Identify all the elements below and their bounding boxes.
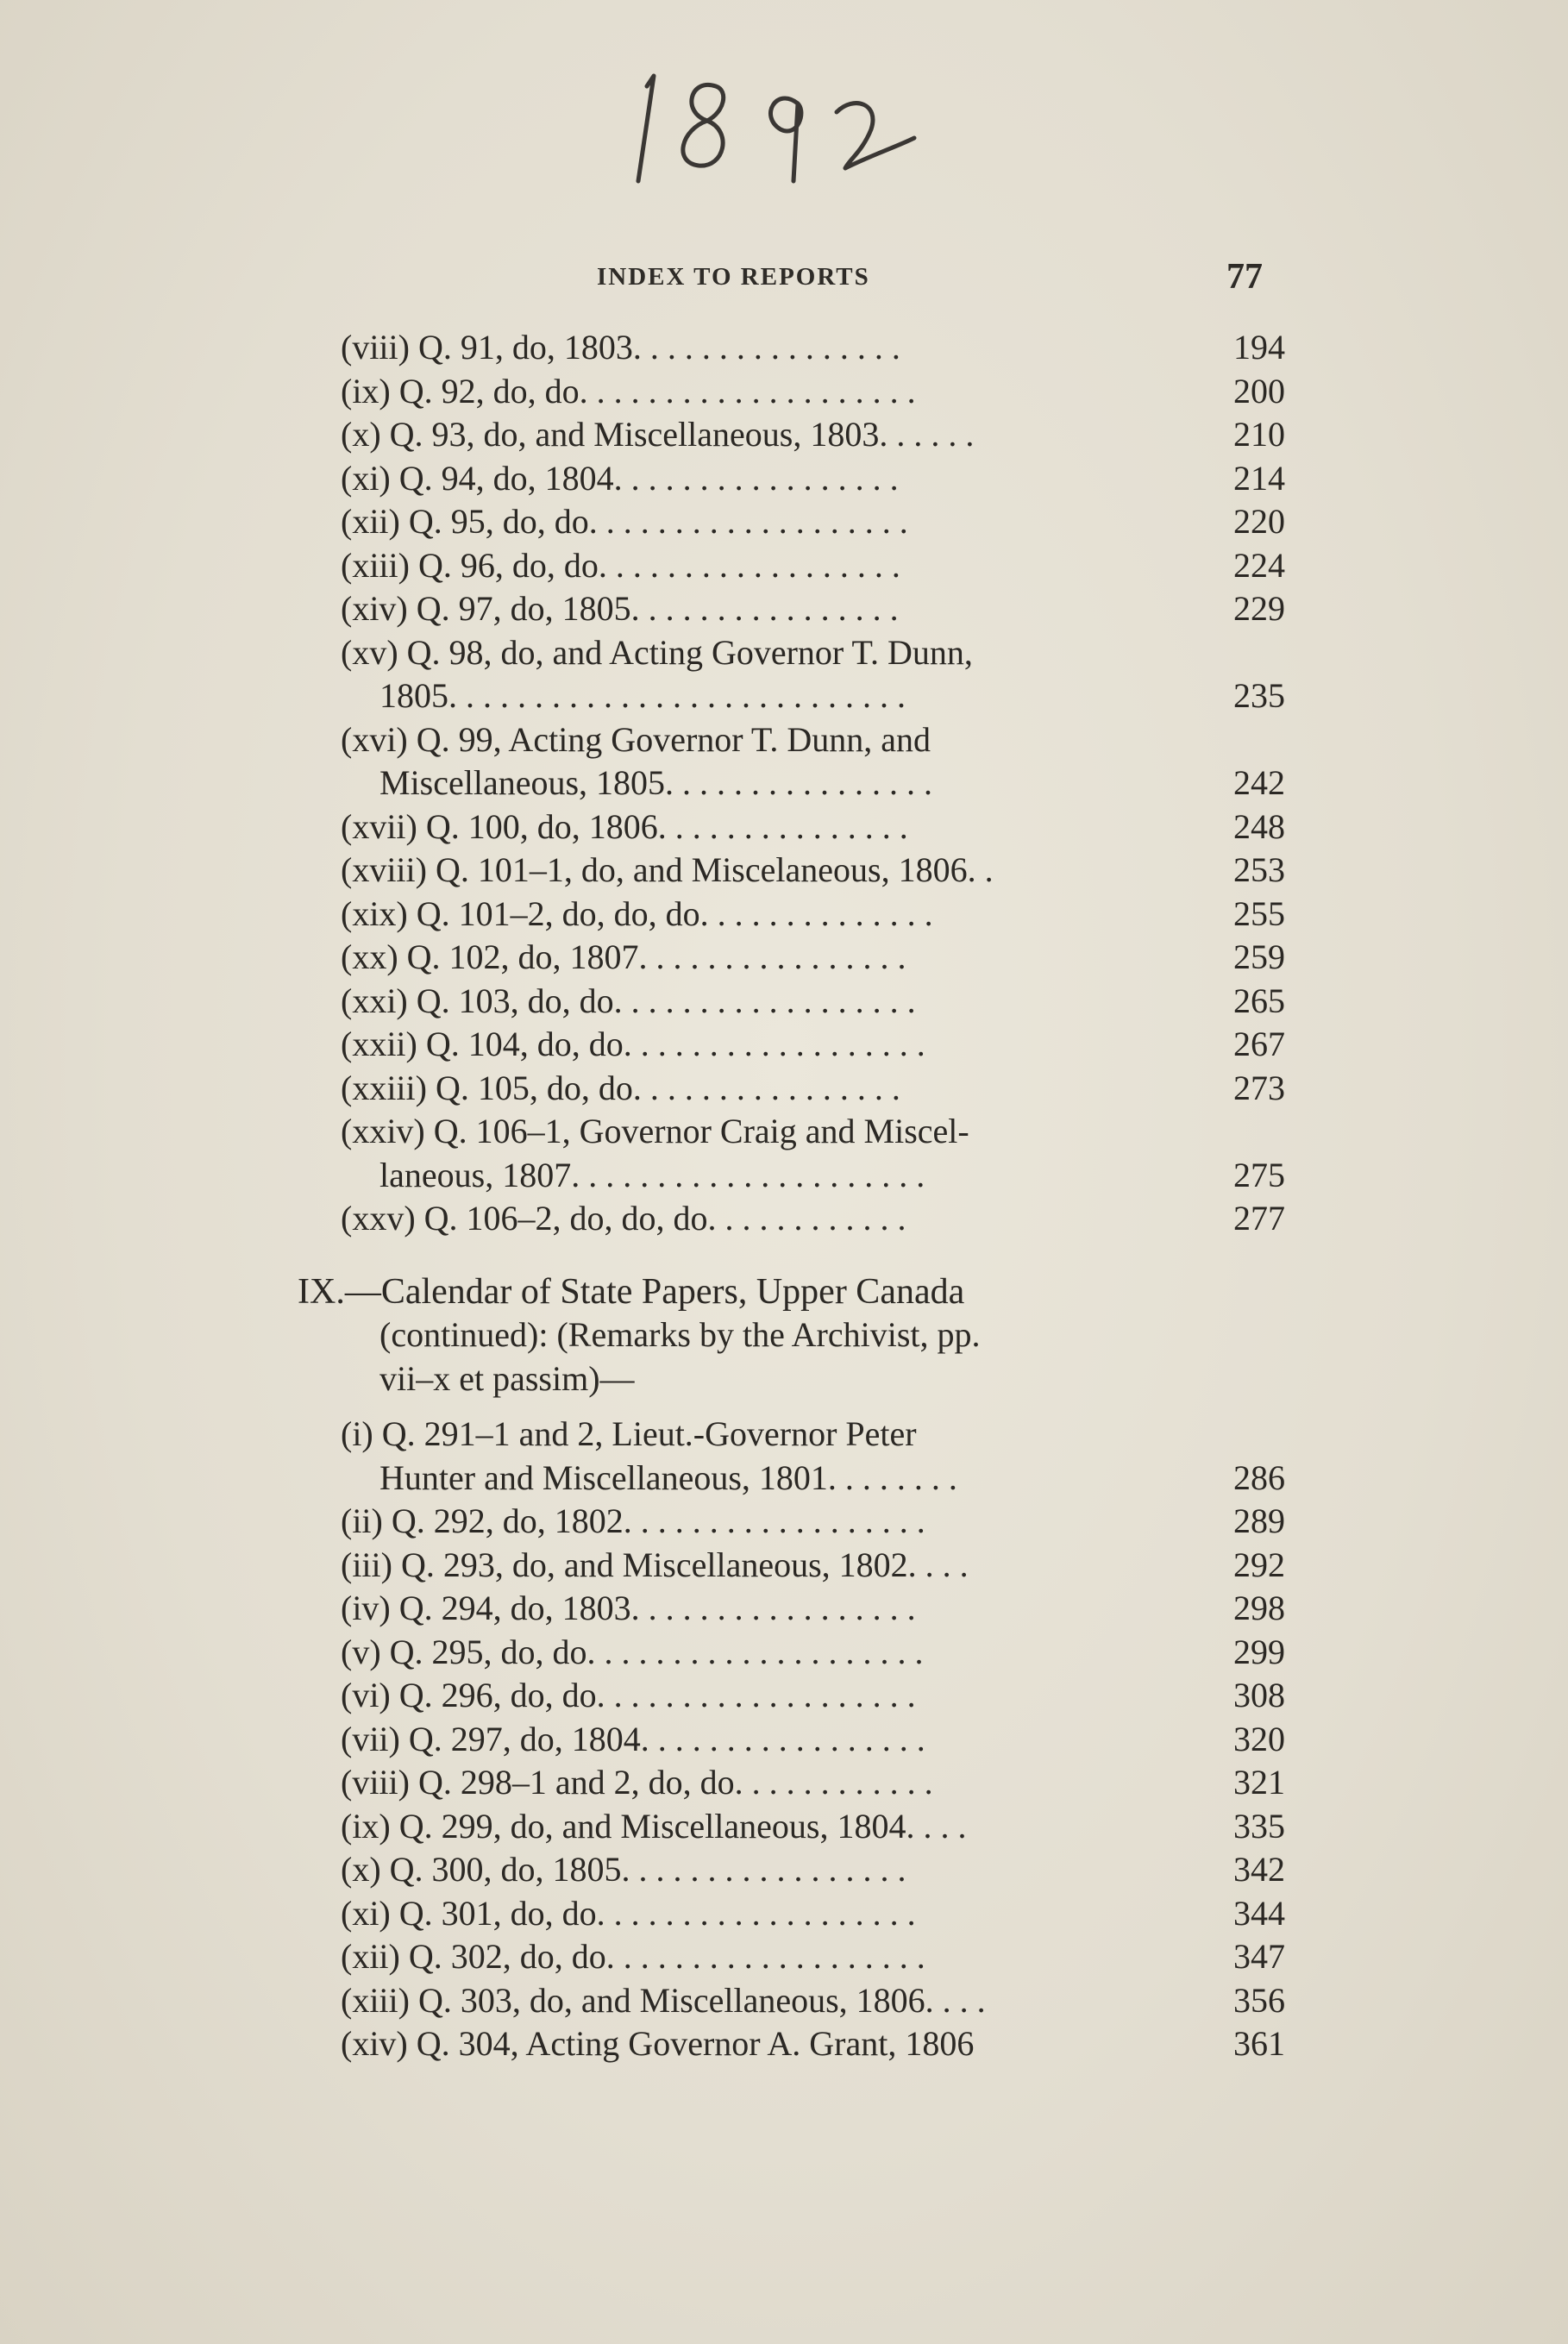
- entry-page: 361: [1233, 2024, 1285, 2063]
- index-entry: [0, 1500, 1568, 1544]
- entry-page: 286: [1233, 1457, 1285, 1497]
- index-entry: [0, 587, 1568, 631]
- entry-page: 267: [1233, 1025, 1285, 1063]
- index-entry: [0, 1761, 1568, 1805]
- index-entry: [0, 936, 1568, 980]
- entry-text: (xx) Q. 102, do, 1807. . . . . . . . . . . . . . . .: [341, 937, 906, 976]
- entry-page: 320: [1233, 1719, 1285, 1758]
- entry-text: (xii) Q. 302, do, do. . . . . . . . . . . . . . . . . . .: [341, 1937, 925, 1976]
- entry-text: (xxi) Q. 103, do, do. . . . . . . . . . . . . . . . . .: [341, 981, 916, 1020]
- index-entry: [0, 1067, 1568, 1111]
- index-entry: [0, 1197, 1568, 1241]
- entry-page: 344: [1233, 1893, 1285, 1933]
- entry-page: 275: [1233, 1155, 1285, 1194]
- entry-page: 235: [1233, 676, 1285, 715]
- entry-text: (xv) Q. 98, do, and Acting Governor T. Dunn,: [341, 632, 973, 672]
- running-head: [0, 257, 1568, 298]
- entry-page: 347: [1233, 1937, 1285, 1976]
- entry-page: 259: [1233, 937, 1285, 976]
- entry-text: Hunter and Miscellaneous, 1801. . . . . . . .: [379, 1457, 957, 1497]
- entry-text: (xii) Q. 95, do, do. . . . . . . . . . . . . . . . . . .: [341, 502, 908, 541]
- index-entry-line: [0, 1413, 1568, 1457]
- section-heading: [0, 1270, 1568, 1314]
- entry-text: (iv) Q. 294, do, 1803. . . . . . . . . . . . . . . . .: [341, 1589, 916, 1627]
- index-entry: [0, 1979, 1568, 2023]
- entry-text: (i) Q. 291–1 and 2, Lieut.-Governor Peter: [341, 1414, 917, 1453]
- entry-page: 194: [1233, 328, 1285, 367]
- index-entry: [0, 1674, 1568, 1718]
- index-entry: [0, 500, 1568, 544]
- index-entry: [0, 849, 1568, 893]
- index-entry-continuation: [0, 761, 1568, 805]
- entry-page: 224: [1233, 545, 1285, 585]
- index-entry: [0, 413, 1568, 457]
- index-entry: [0, 2022, 1568, 2066]
- entry-page: 248: [1233, 806, 1285, 846]
- entry-text: (x) Q. 93, do, and Miscellaneous, 1803. . . . . .: [341, 415, 975, 454]
- entry-text: (viii) Q. 91, do, 1803. . . . . . . . . . . . . . . .: [341, 328, 900, 367]
- entry-text: (iii) Q. 293, do, and Miscellaneous, 1802. . . .: [341, 1545, 969, 1584]
- entry-text: (vi) Q. 296, do, do. . . . . . . . . . . . . . . . . . .: [341, 1676, 916, 1714]
- index-entries: [0, 326, 1568, 2066]
- index-entry: [0, 370, 1568, 414]
- section-gap: [0, 1401, 1568, 1413]
- entry-text: 1805. . . . . . . . . . . . . . . . . . . . . . . . . . .: [379, 676, 906, 715]
- entry-page: 299: [1233, 1632, 1285, 1671]
- entry-text: (xiv) Q. 97, do, 1805. . . . . . . . . . . . . . . .: [341, 589, 899, 628]
- section-heading-continuation: [0, 1313, 1568, 1357]
- page-number: 77: [1226, 257, 1263, 297]
- entry-text: (xi) Q. 301, do, do. . . . . . . . . . . . . . . . . . .: [341, 1893, 916, 1933]
- entry-page: 342: [1233, 1850, 1285, 1889]
- entry-text: (viii) Q. 298–1 and 2, do, do. . . . . . . . . . . .: [341, 1763, 933, 1802]
- entry-text: (xvii) Q. 100, do, 1806. . . . . . . . . . . . . . .: [341, 806, 908, 846]
- index-entry-line: [0, 718, 1568, 762]
- entry-text: (xix) Q. 101–2, do, do, do. . . . . . . . . . . . . .: [341, 893, 933, 933]
- section-heading-text: vii–x et passim)—: [379, 1358, 635, 1398]
- entry-text: (xi) Q. 94, do, 1804. . . . . . . . . . . . . . . . .: [341, 458, 899, 498]
- index-entry: [0, 1718, 1568, 1762]
- index-entry-line: [0, 631, 1568, 675]
- entry-text: (xxv) Q. 106–2, do, do, do. . . . . . . . . . . .: [341, 1199, 906, 1238]
- handwritten-note: [630, 60, 950, 191]
- entry-text: (x) Q. 300, do, 1805. . . . . . . . . . . . . . . . .: [341, 1850, 906, 1889]
- entry-page: 289: [1233, 1501, 1285, 1540]
- entry-page: 273: [1233, 1068, 1285, 1107]
- entry-page: 255: [1233, 893, 1285, 933]
- entry-page: 220: [1233, 502, 1285, 541]
- entry-page: 265: [1233, 981, 1285, 1020]
- entry-text: (xiv) Q. 304, Acting Governor A. Grant, 1806: [341, 2024, 975, 2063]
- index-entry: [0, 1848, 1568, 1892]
- entry-text: (xxiv) Q. 106–1, Governor Craig and Miscel-: [341, 1112, 969, 1150]
- section-gap: [0, 1241, 1568, 1270]
- index-entry-continuation: [0, 1154, 1568, 1198]
- entry-text: (xiii) Q. 96, do, do. . . . . . . . . . . . . . . . . .: [341, 545, 900, 585]
- index-entry: [0, 1587, 1568, 1631]
- entry-page: 242: [1233, 763, 1285, 802]
- index-entry-continuation: [0, 1457, 1568, 1501]
- index-entry: [0, 544, 1568, 588]
- section-heading-text: (continued): (Remarks by the Archivist, pp.: [379, 1315, 981, 1354]
- entry-text: (ii) Q. 292, do, 1802. . . . . . . . . . . . . . . . . .: [341, 1501, 925, 1540]
- index-entry: [0, 1023, 1568, 1067]
- index-entry-line: [0, 1110, 1568, 1154]
- entry-text: (xiii) Q. 303, do, and Miscellaneous, 1806. . . .: [341, 1980, 986, 2020]
- section-heading-text: IX.—Calendar of State Papers, Upper Canada: [298, 1271, 965, 1312]
- entry-text: (ix) Q. 92, do, do. . . . . . . . . . . . . . . . . . . .: [341, 371, 916, 411]
- entry-text: (xviii) Q. 101–1, do, and Miscelaneous, 1806. .: [341, 850, 994, 889]
- entry-page: 292: [1233, 1545, 1285, 1584]
- entry-page: 277: [1233, 1199, 1285, 1238]
- entry-page: 335: [1233, 1806, 1285, 1846]
- index-entry-continuation: [0, 674, 1568, 718]
- entry-text: (v) Q. 295, do, do. . . . . . . . . . . . . . . . . . . .: [341, 1632, 924, 1671]
- entry-text: (xvi) Q. 99, Acting Governor T. Dunn, and: [341, 719, 931, 759]
- index-entry: [0, 1544, 1568, 1588]
- entry-page: 356: [1233, 1980, 1285, 2020]
- section-heading-continuation: [0, 1357, 1568, 1401]
- entry-page: 214: [1233, 458, 1285, 498]
- index-entry: [0, 980, 1568, 1024]
- index-entry: [0, 893, 1568, 937]
- entry-page: 308: [1233, 1676, 1285, 1714]
- entry-page: 210: [1233, 415, 1285, 454]
- entry-text: laneous, 1807. . . . . . . . . . . . . . . . . . . . .: [379, 1155, 925, 1194]
- entry-page: 253: [1233, 850, 1285, 889]
- entry-text: (vii) Q. 297, do, 1804. . . . . . . . . . . . . . . . .: [341, 1719, 925, 1758]
- entry-page: 321: [1233, 1763, 1285, 1802]
- index-entry: [0, 326, 1568, 370]
- index-entry: [0, 457, 1568, 501]
- running-title: INDEX TO REPORTS: [597, 263, 870, 291]
- entry-text: (ix) Q. 299, do, and Miscellaneous, 1804. . . .: [341, 1806, 967, 1846]
- index-entry: [0, 1631, 1568, 1675]
- entry-text: (xxiii) Q. 105, do, do. . . . . . . . . . . . . . . .: [341, 1068, 900, 1107]
- entry-page: 298: [1233, 1589, 1285, 1627]
- index-entry: [0, 1892, 1568, 1936]
- entry-text: (xxii) Q. 104, do, do. . . . . . . . . . . . . . . . . .: [341, 1025, 925, 1063]
- entry-page: 229: [1233, 589, 1285, 628]
- entry-page: 200: [1233, 371, 1285, 411]
- index-entry: [0, 1805, 1568, 1849]
- index-entry: [0, 805, 1568, 849]
- entry-text: Miscellaneous, 1805. . . . . . . . . . . . . . . .: [379, 763, 933, 802]
- index-entry: [0, 1935, 1568, 1979]
